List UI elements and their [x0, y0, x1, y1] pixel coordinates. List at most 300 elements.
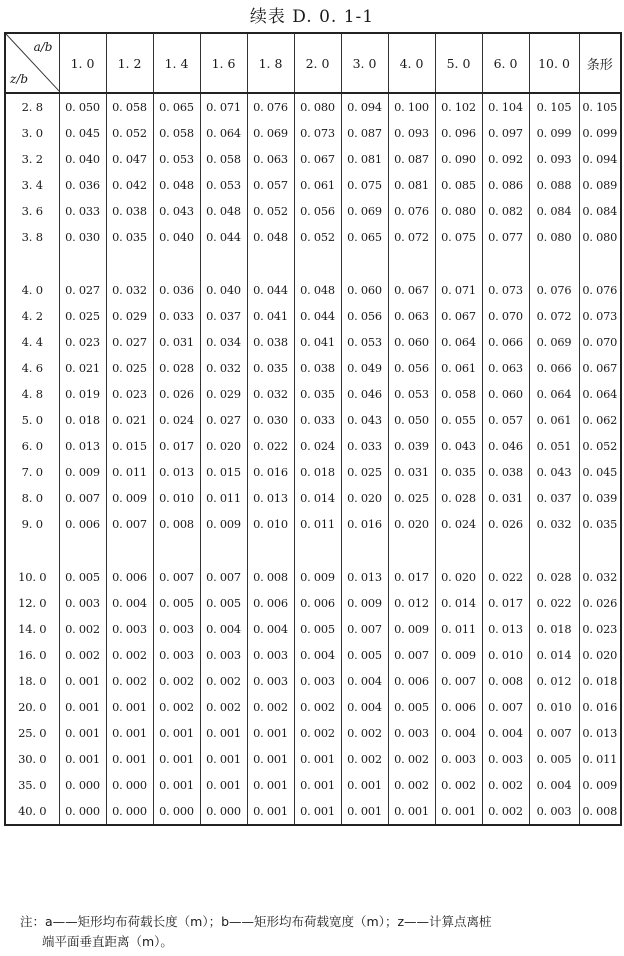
- value-cell: 0. 025: [341, 459, 388, 485]
- table-row: [5, 720, 621, 746]
- value-cell: 0. 009: [294, 564, 341, 590]
- table-body: [5, 93, 621, 825]
- row-label-cell: 18. 0: [5, 668, 59, 694]
- value-cell: 0. 009: [435, 642, 482, 668]
- value-cell: 0. 032: [529, 511, 579, 537]
- value-cell: 0. 000: [106, 772, 153, 798]
- value-cell: 0. 060: [388, 329, 435, 355]
- value-cell: 0. 007: [435, 668, 482, 694]
- value-cell: 0. 010: [153, 485, 200, 511]
- value-cell: 0. 003: [153, 616, 200, 642]
- value-cell: 0. 006: [294, 590, 341, 616]
- value-cell: 0. 005: [59, 564, 106, 590]
- value-cell: 0. 026: [482, 511, 529, 537]
- value-cell: 0. 036: [59, 172, 106, 198]
- table-row: [5, 433, 621, 459]
- value-cell: 0. 032: [579, 564, 621, 590]
- value-cell: 0. 053: [341, 329, 388, 355]
- value-cell: 0. 018: [579, 668, 621, 694]
- row-label-cell: 4. 2: [5, 303, 59, 329]
- value-cell: 0. 063: [247, 146, 294, 172]
- corner-label-ab: a/b: [33, 40, 53, 54]
- value-cell: 0. 009: [341, 590, 388, 616]
- value-cell: 0. 029: [200, 381, 247, 407]
- value-cell: 0. 012: [388, 590, 435, 616]
- value-cell: 0. 071: [200, 93, 247, 120]
- value-cell: 0. 022: [529, 590, 579, 616]
- value-cell: 0. 030: [59, 224, 106, 250]
- value-cell: 0. 070: [482, 303, 529, 329]
- value-cell: 0. 001: [200, 772, 247, 798]
- table-row: [5, 198, 621, 224]
- value-cell: 0. 037: [529, 485, 579, 511]
- value-cell: 0. 053: [388, 381, 435, 407]
- column-header: 1. 4: [153, 33, 200, 93]
- value-cell: 0. 007: [482, 694, 529, 720]
- value-cell: 0. 000: [59, 798, 106, 825]
- value-cell: 0. 003: [247, 668, 294, 694]
- value-cell: 0. 010: [247, 511, 294, 537]
- value-cell: 0. 067: [435, 303, 482, 329]
- value-cell: 0. 039: [388, 433, 435, 459]
- value-cell: 0. 080: [529, 224, 579, 250]
- value-cell: 0. 025: [59, 303, 106, 329]
- value-cell: 0. 016: [247, 459, 294, 485]
- value-cell: 0. 086: [482, 172, 529, 198]
- value-cell: 0. 065: [341, 224, 388, 250]
- value-cell: 0. 028: [435, 485, 482, 511]
- value-cell: 0. 099: [529, 120, 579, 146]
- value-cell: 0. 089: [579, 172, 621, 198]
- value-cell: 0. 035: [247, 355, 294, 381]
- value-cell: 0. 058: [106, 93, 153, 120]
- row-label-cell: 4. 8: [5, 381, 59, 407]
- table-title: 续表 D. 0. 1-1: [249, 7, 375, 27]
- value-cell: 0. 013: [482, 616, 529, 642]
- value-cell: 0. 075: [341, 172, 388, 198]
- value-cell: 0. 009: [59, 459, 106, 485]
- value-cell: 0. 001: [388, 798, 435, 825]
- row-label-cell: 12. 0: [5, 590, 59, 616]
- value-cell: 0. 001: [59, 668, 106, 694]
- value-cell: 0. 099: [579, 120, 621, 146]
- value-cell: 0. 017: [482, 590, 529, 616]
- value-cell: 0. 004: [200, 616, 247, 642]
- value-cell: 0. 094: [579, 146, 621, 172]
- row-label-cell: 16. 0: [5, 642, 59, 668]
- value-cell: 0. 015: [106, 433, 153, 459]
- spacer-cell: [153, 250, 200, 277]
- value-cell: 0. 035: [435, 459, 482, 485]
- row-label-cell: 5. 0: [5, 407, 59, 433]
- value-cell: 0. 027: [59, 277, 106, 303]
- spacer-cell: [341, 537, 388, 564]
- value-cell: 0. 004: [106, 590, 153, 616]
- spacer-cell: [579, 537, 621, 564]
- value-cell: 0. 013: [59, 433, 106, 459]
- value-cell: 0. 061: [435, 355, 482, 381]
- table-row: [5, 485, 621, 511]
- value-cell: 0. 010: [482, 642, 529, 668]
- value-cell: 0. 000: [106, 798, 153, 825]
- value-cell: 0. 060: [341, 277, 388, 303]
- value-cell: 0. 047: [106, 146, 153, 172]
- value-cell: 0. 002: [153, 694, 200, 720]
- table-note: [20, 912, 620, 952]
- value-cell: 0. 066: [482, 329, 529, 355]
- value-cell: 0. 087: [341, 120, 388, 146]
- value-cell: 0. 001: [435, 798, 482, 825]
- value-cell: 0. 022: [247, 433, 294, 459]
- value-cell: 0. 017: [153, 433, 200, 459]
- value-cell: 0. 058: [435, 381, 482, 407]
- value-cell: 0. 002: [341, 746, 388, 772]
- table-row: [5, 303, 621, 329]
- column-header: 6. 0: [482, 33, 529, 93]
- spacer-cell: [200, 250, 247, 277]
- value-cell: 0. 025: [388, 485, 435, 511]
- value-cell: 0. 080: [435, 198, 482, 224]
- table-row: [5, 277, 621, 303]
- value-cell: 0. 014: [294, 485, 341, 511]
- value-cell: 0. 031: [388, 459, 435, 485]
- spacer-cell: [200, 537, 247, 564]
- value-cell: 0. 016: [341, 511, 388, 537]
- value-cell: 0. 006: [106, 564, 153, 590]
- table-row: [5, 511, 621, 537]
- value-cell: 0. 046: [482, 433, 529, 459]
- row-label-cell: 3. 0: [5, 120, 59, 146]
- value-cell: 0. 032: [247, 381, 294, 407]
- coefficient-table: [4, 32, 622, 826]
- value-cell: 0. 028: [529, 564, 579, 590]
- value-cell: 0. 008: [482, 668, 529, 694]
- column-header: 条形: [579, 33, 621, 93]
- value-cell: 0. 009: [579, 772, 621, 798]
- spacer-cell: [106, 250, 153, 277]
- value-cell: 0. 004: [482, 720, 529, 746]
- value-cell: 0. 007: [200, 564, 247, 590]
- value-cell: 0. 005: [529, 746, 579, 772]
- note-line-1: 注：a——矩形均布荷载长度（m）；b——矩形均布荷载宽度（m）；z——计算点离桩: [20, 914, 492, 929]
- value-cell: 0. 057: [247, 172, 294, 198]
- value-cell: 0. 002: [247, 694, 294, 720]
- value-cell: 0. 003: [59, 590, 106, 616]
- value-cell: 0. 023: [59, 329, 106, 355]
- value-cell: 0. 003: [482, 746, 529, 772]
- table-row: [5, 93, 621, 120]
- spacer-cell: [482, 250, 529, 277]
- value-cell: 0. 006: [388, 668, 435, 694]
- value-cell: 0. 025: [106, 355, 153, 381]
- value-cell: 0. 039: [579, 485, 621, 511]
- value-cell: 0. 011: [200, 485, 247, 511]
- value-cell: 0. 053: [200, 172, 247, 198]
- value-cell: 0. 087: [388, 146, 435, 172]
- value-cell: 0. 050: [388, 407, 435, 433]
- value-cell: 0. 001: [59, 694, 106, 720]
- value-cell: 0. 016: [579, 694, 621, 720]
- value-cell: 0. 045: [579, 459, 621, 485]
- value-cell: 0. 001: [294, 798, 341, 825]
- value-cell: 0. 064: [200, 120, 247, 146]
- value-cell: 0. 105: [579, 93, 621, 120]
- value-cell: 0. 009: [200, 511, 247, 537]
- value-cell: 0. 073: [482, 277, 529, 303]
- value-cell: 0. 001: [247, 798, 294, 825]
- value-cell: 0. 033: [294, 407, 341, 433]
- value-cell: 0. 009: [106, 485, 153, 511]
- value-cell: 0. 004: [435, 720, 482, 746]
- value-cell: 0. 097: [482, 120, 529, 146]
- table-row: [5, 694, 621, 720]
- value-cell: 0. 067: [294, 146, 341, 172]
- value-cell: 0. 052: [294, 224, 341, 250]
- value-cell: 0. 042: [106, 172, 153, 198]
- value-cell: 0. 037: [200, 303, 247, 329]
- value-cell: 0. 003: [106, 616, 153, 642]
- value-cell: 0. 076: [247, 93, 294, 120]
- value-cell: 0. 024: [294, 433, 341, 459]
- table-row: [5, 407, 621, 433]
- spacer-cell: [529, 250, 579, 277]
- value-cell: 0. 007: [153, 564, 200, 590]
- value-cell: 0. 001: [247, 772, 294, 798]
- value-cell: 0. 007: [106, 511, 153, 537]
- spacer-cell: [482, 537, 529, 564]
- value-cell: 0. 001: [294, 746, 341, 772]
- spacer-cell: [5, 537, 59, 564]
- value-cell: 0. 043: [153, 198, 200, 224]
- value-cell: 0. 046: [341, 381, 388, 407]
- row-label-cell: 7. 0: [5, 459, 59, 485]
- value-cell: 0. 070: [579, 329, 621, 355]
- value-cell: 0. 051: [529, 433, 579, 459]
- spacer-cell: [247, 250, 294, 277]
- value-cell: 0. 085: [435, 172, 482, 198]
- table-row: [5, 459, 621, 485]
- value-cell: 0. 052: [106, 120, 153, 146]
- value-cell: 0. 030: [247, 407, 294, 433]
- value-cell: 0. 002: [341, 720, 388, 746]
- value-cell: 0. 081: [341, 146, 388, 172]
- table-row: [5, 564, 621, 590]
- value-cell: 0. 002: [153, 668, 200, 694]
- value-cell: 0. 011: [294, 511, 341, 537]
- spacer-cell: [529, 537, 579, 564]
- table-row: [5, 381, 621, 407]
- spacer-cell: [579, 250, 621, 277]
- value-cell: 0. 002: [435, 772, 482, 798]
- value-cell: 0. 038: [247, 329, 294, 355]
- value-cell: 0. 024: [153, 407, 200, 433]
- value-cell: 0. 023: [106, 381, 153, 407]
- value-cell: 0. 013: [247, 485, 294, 511]
- spacer-cell: [247, 537, 294, 564]
- value-cell: 0. 076: [579, 277, 621, 303]
- spacer-cell: [388, 537, 435, 564]
- row-label-cell: 3. 6: [5, 198, 59, 224]
- spacer-cell: [106, 537, 153, 564]
- value-cell: 0. 006: [59, 511, 106, 537]
- row-label-cell: 3. 8: [5, 224, 59, 250]
- value-cell: 0. 005: [153, 590, 200, 616]
- spacer-cell: [59, 537, 106, 564]
- value-cell: 0. 044: [247, 277, 294, 303]
- column-header: 1. 2: [106, 33, 153, 93]
- value-cell: 0. 052: [579, 433, 621, 459]
- value-cell: 0. 001: [200, 720, 247, 746]
- table-row: [5, 146, 621, 172]
- value-cell: 0. 088: [529, 172, 579, 198]
- value-cell: 0. 055: [435, 407, 482, 433]
- value-cell: 0. 003: [388, 720, 435, 746]
- column-header: 10. 0: [529, 33, 579, 93]
- value-cell: 0. 001: [341, 798, 388, 825]
- value-cell: 0. 084: [529, 198, 579, 224]
- value-cell: 0. 012: [529, 668, 579, 694]
- value-cell: 0. 004: [294, 642, 341, 668]
- value-cell: 0. 002: [59, 616, 106, 642]
- value-cell: 0. 021: [106, 407, 153, 433]
- table-row: [5, 616, 621, 642]
- spacer-cell: [435, 537, 482, 564]
- value-cell: 0. 056: [388, 355, 435, 381]
- value-cell: 0. 029: [106, 303, 153, 329]
- value-cell: 0. 017: [388, 564, 435, 590]
- value-cell: 0. 080: [579, 224, 621, 250]
- row-label-cell: 10. 0: [5, 564, 59, 590]
- value-cell: 0. 002: [106, 642, 153, 668]
- value-cell: 0. 001: [59, 720, 106, 746]
- value-cell: 0. 002: [200, 694, 247, 720]
- row-label-cell: 8. 0: [5, 485, 59, 511]
- value-cell: 0. 003: [294, 668, 341, 694]
- value-cell: 0. 038: [106, 198, 153, 224]
- value-cell: 0. 061: [529, 407, 579, 433]
- value-cell: 0. 038: [482, 459, 529, 485]
- row-label-cell: 14. 0: [5, 616, 59, 642]
- note-line-2: 端平面垂直距离（m）。: [42, 934, 173, 949]
- value-cell: 0. 020: [341, 485, 388, 511]
- value-cell: 0. 015: [200, 459, 247, 485]
- value-cell: 0. 002: [294, 694, 341, 720]
- value-cell: 0. 019: [59, 381, 106, 407]
- value-cell: 0. 002: [482, 772, 529, 798]
- value-cell: 0. 000: [200, 798, 247, 825]
- row-label-cell: 40. 0: [5, 798, 59, 825]
- value-cell: 0. 066: [529, 355, 579, 381]
- value-cell: 0. 014: [529, 642, 579, 668]
- value-cell: 0. 076: [529, 277, 579, 303]
- value-cell: 0. 063: [388, 303, 435, 329]
- value-cell: 0. 014: [435, 590, 482, 616]
- value-cell: 0. 002: [106, 668, 153, 694]
- value-cell: 0. 003: [200, 642, 247, 668]
- value-cell: 0. 035: [294, 381, 341, 407]
- spacer-cell: [388, 250, 435, 277]
- column-header: 4. 0: [388, 33, 435, 93]
- value-cell: 0. 058: [153, 120, 200, 146]
- value-cell: 0. 002: [200, 668, 247, 694]
- value-cell: 0. 041: [247, 303, 294, 329]
- value-cell: 0. 001: [247, 746, 294, 772]
- value-cell: 0. 053: [153, 146, 200, 172]
- value-cell: 0. 090: [435, 146, 482, 172]
- row-label-cell: 4. 4: [5, 329, 59, 355]
- value-cell: 0. 024: [435, 511, 482, 537]
- value-cell: 0. 031: [153, 329, 200, 355]
- spacer-cell: [294, 537, 341, 564]
- value-cell: 0. 084: [579, 198, 621, 224]
- value-cell: 0. 032: [200, 355, 247, 381]
- value-cell: 0. 007: [59, 485, 106, 511]
- row-label-cell: 3. 2: [5, 146, 59, 172]
- value-cell: 0. 010: [529, 694, 579, 720]
- column-header: 5. 0: [435, 33, 482, 93]
- value-cell: 0. 013: [153, 459, 200, 485]
- column-header: 1. 8: [247, 33, 294, 93]
- value-cell: 0. 023: [579, 616, 621, 642]
- row-label-cell: 9. 0: [5, 511, 59, 537]
- value-cell: 0. 008: [153, 511, 200, 537]
- value-cell: 0. 071: [435, 277, 482, 303]
- spacer-cell: [341, 250, 388, 277]
- table-row: [5, 224, 621, 250]
- value-cell: 0. 082: [482, 198, 529, 224]
- value-cell: 0. 005: [200, 590, 247, 616]
- value-cell: 0. 073: [294, 120, 341, 146]
- row-label-cell: 25. 0: [5, 720, 59, 746]
- value-cell: 0. 007: [341, 616, 388, 642]
- column-header: 1. 0: [59, 33, 106, 93]
- value-cell: 0. 092: [482, 146, 529, 172]
- value-cell: 0. 077: [482, 224, 529, 250]
- corner-header-cell: [5, 33, 59, 93]
- column-header: 3. 0: [341, 33, 388, 93]
- value-cell: 0. 056: [341, 303, 388, 329]
- value-cell: 0. 008: [579, 798, 621, 825]
- value-cell: 0. 008: [247, 564, 294, 590]
- value-cell: 0. 013: [579, 720, 621, 746]
- value-cell: 0. 000: [59, 772, 106, 798]
- value-cell: 0. 018: [294, 459, 341, 485]
- value-cell: 0. 057: [482, 407, 529, 433]
- value-cell: 0. 001: [106, 720, 153, 746]
- value-cell: 0. 021: [59, 355, 106, 381]
- value-cell: 0. 064: [529, 381, 579, 407]
- table-row: [5, 798, 621, 825]
- value-cell: 0. 052: [247, 198, 294, 224]
- value-cell: 0. 033: [341, 433, 388, 459]
- table-row: [5, 329, 621, 355]
- value-cell: 0. 018: [59, 407, 106, 433]
- value-cell: 0. 035: [106, 224, 153, 250]
- value-cell: 0. 011: [106, 459, 153, 485]
- value-cell: 0. 048: [200, 198, 247, 224]
- value-cell: 0. 001: [106, 694, 153, 720]
- table-row: [5, 120, 621, 146]
- value-cell: 0. 080: [294, 93, 341, 120]
- value-cell: 0. 002: [482, 798, 529, 825]
- value-cell: 0. 020: [579, 642, 621, 668]
- value-cell: 0. 034: [200, 329, 247, 355]
- group-spacer-row: [5, 250, 621, 277]
- value-cell: 0. 048: [247, 224, 294, 250]
- spacer-cell: [435, 250, 482, 277]
- value-cell: 0. 044: [200, 224, 247, 250]
- value-cell: 0. 069: [341, 198, 388, 224]
